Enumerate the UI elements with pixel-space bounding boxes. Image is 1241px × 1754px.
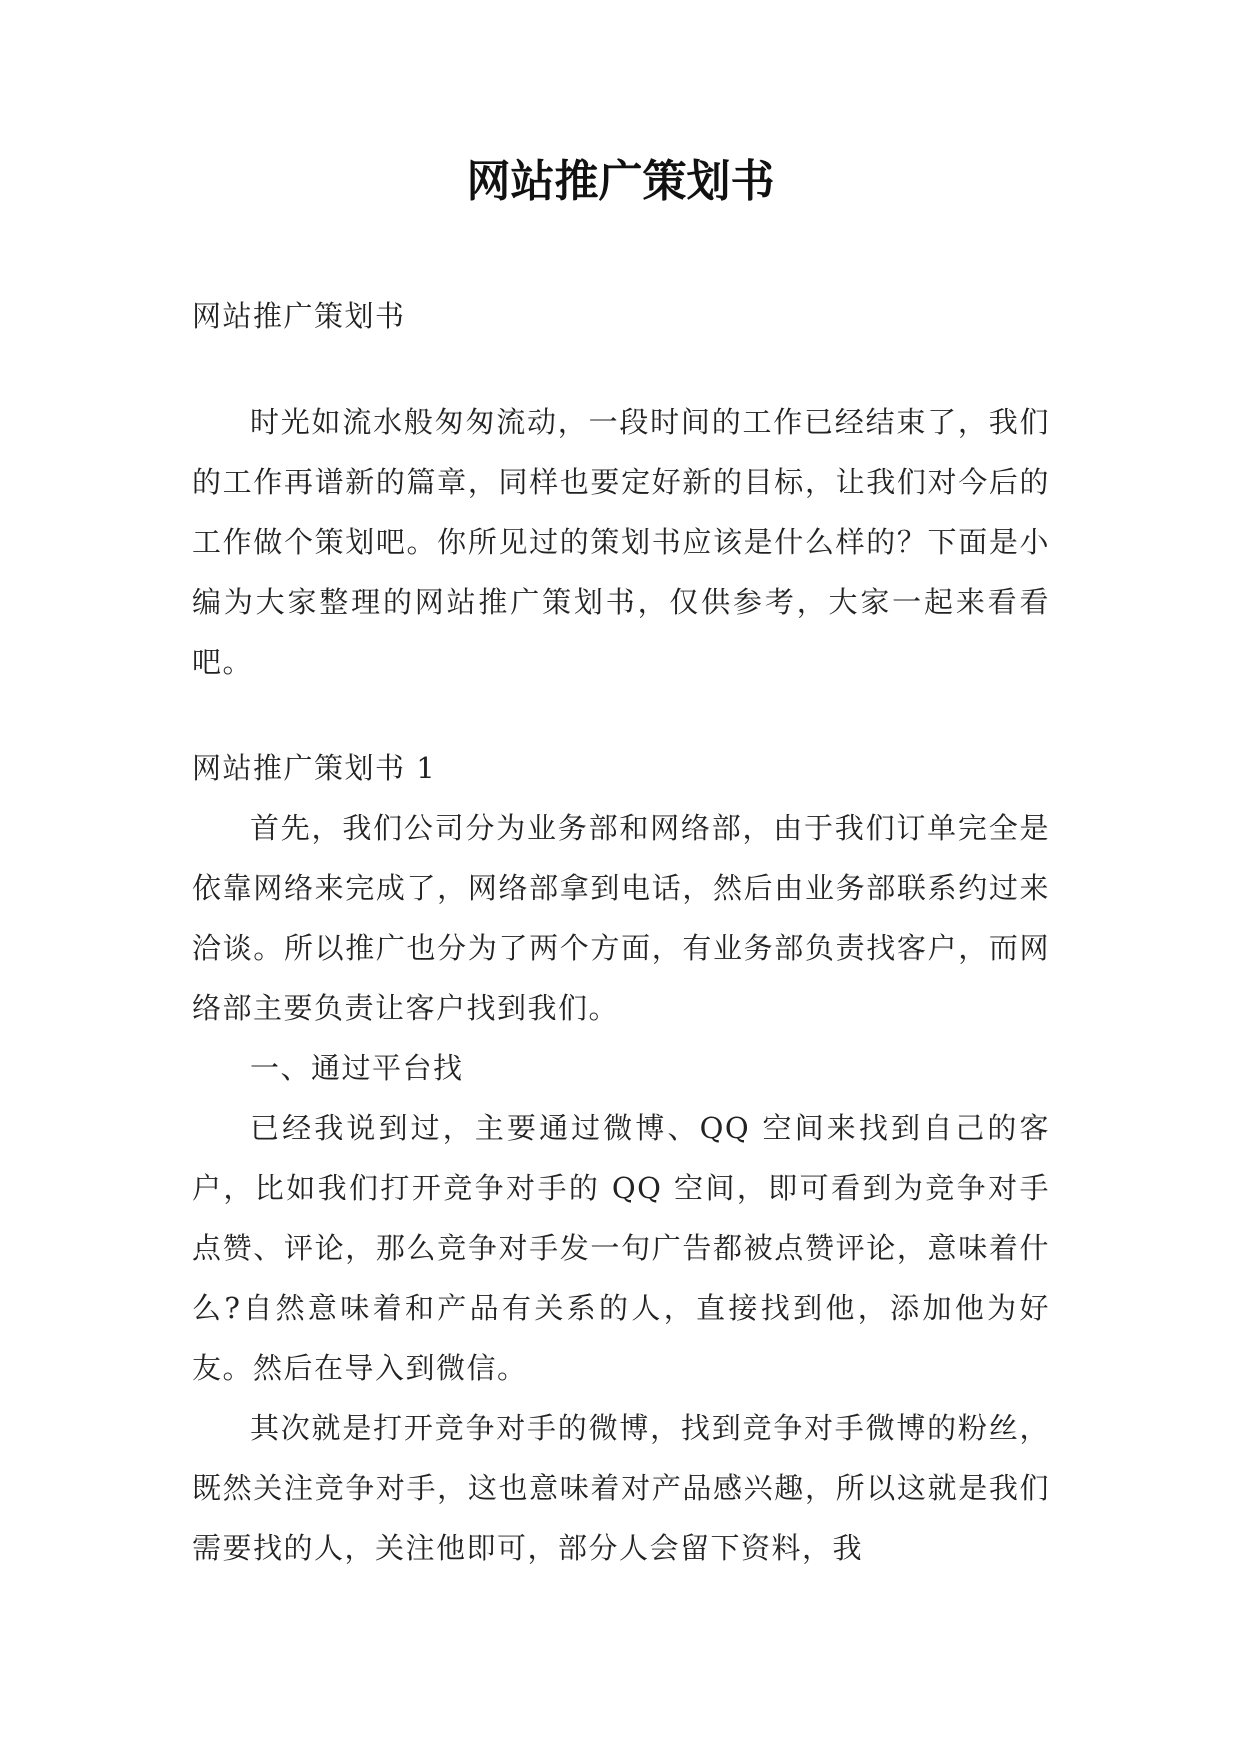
intro-paragraph: 时光如流水般匆匆流动，一段时间的工作已经结束了，我们的工作再谱新的篇章，同样也要定好新的目标，让我们对今后的工作做个策划吧。你所见过的策划书应该是什么样的？下面是小编为大家整理的网站推广策划书，仅供参考，大家一起来看看吧。 bbox=[192, 405, 1050, 679]
body-paragraph: 已经我说到过，主要通过微博、QQ 空间来找到自己的客户，比如我们打开竞争对手的 QQ 空间，即可看到为竞争对手点赞、评论，那么竞争对手发一句广告都被点赞评论，意味着什么?自然意味着和产品有关系的人，直接找到他，添加他为好友。然后在导入到微信。 bbox=[192, 1111, 1050, 1385]
document-subtitle: 网站推广策划书 bbox=[192, 299, 406, 333]
body-paragraph: 其次就是打开竞争对手的微博，找到竞争对手微博的粉丝，既然关注竞争对手，这也意味着对产品感兴趣，所以这就是我们需要找的人，关注他即可，部分人会留下资料，我 bbox=[192, 1411, 1050, 1565]
document-body bbox=[192, 286, 1050, 1578]
section-heading: 网站推广策划书 1 bbox=[192, 751, 437, 785]
body-paragraph: 首先，我们公司分为业务部和网络部，由于我们订单完全是依靠网络来完成了，网络部拿到电话，然后由业务部联系约过来洽谈。所以推广也分为了两个方面，有业务部负责找客户，而网络部主要负责让客户找到我们。 bbox=[192, 811, 1050, 1025]
subsection-heading: 一、通过平台找 bbox=[250, 1051, 464, 1085]
document-title: 网站推广策划书 bbox=[466, 156, 775, 207]
